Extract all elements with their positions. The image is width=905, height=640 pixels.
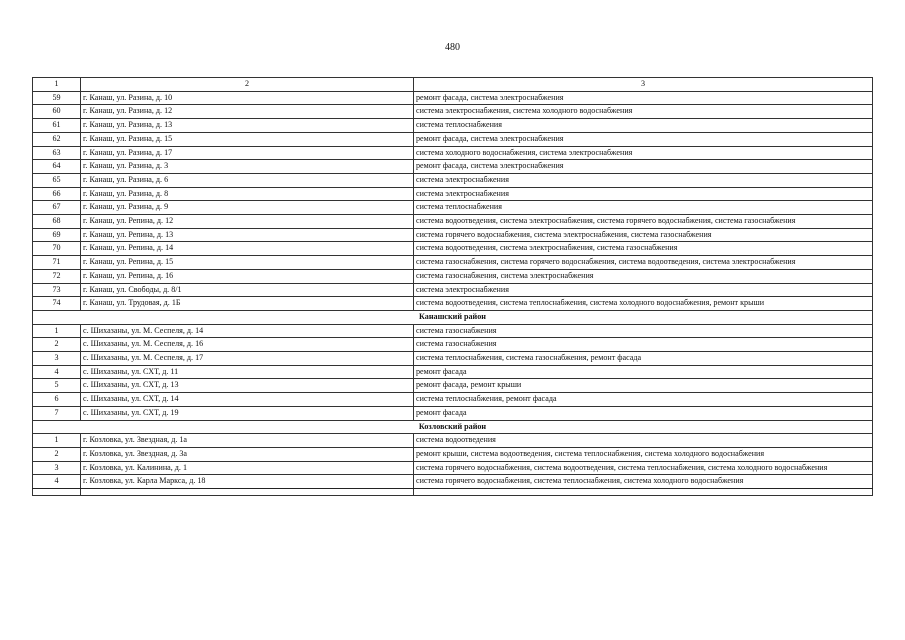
table-row xyxy=(33,119,873,133)
section-title: Канашский район xyxy=(33,310,873,324)
row-work-cell: система водоотведения, система электроснабжения, система горячего водоснабжения, система газоснабжения xyxy=(414,215,873,229)
row-address-cell: г. Козловка, ул. Звездная, д. 1а xyxy=(81,434,414,448)
row-work-cell: система горячего водоснабжения, система электроснабжения, система газоснабжения xyxy=(414,228,873,242)
row-address-cell: с. Шихазаны, ул. СХТ, д. 11 xyxy=(81,365,414,379)
row-work-cell: ремонт фасада, ремонт крыши xyxy=(414,379,873,393)
table-row xyxy=(33,146,873,160)
table-row xyxy=(33,201,873,215)
table-row xyxy=(33,393,873,407)
row-address-cell: г. Канаш, ул. Разина, д. 8 xyxy=(81,187,414,201)
row-address-cell: с. Шихазаны, ул. М. Сеспеля, д. 16 xyxy=(81,338,414,352)
table-row xyxy=(33,105,873,119)
row-address-cell: г. Канаш, ул. Разина, д. 3 xyxy=(81,160,414,174)
table-row xyxy=(33,256,873,270)
table-row xyxy=(33,447,873,461)
row-work-cell: система горячего водоснабжения, система теплоснабжения, система холодного водоснабжения xyxy=(414,475,873,489)
row-work-cell: ремонт фасада, система электроснабжения xyxy=(414,91,873,105)
row-work-cell: система газоснабжения xyxy=(414,324,873,338)
section-header-row xyxy=(33,420,873,434)
table-row xyxy=(33,434,873,448)
row-number-cell: 62 xyxy=(33,132,81,146)
empty-cell xyxy=(81,489,414,496)
row-number-cell: 2 xyxy=(33,447,81,461)
row-work-cell: система теплоснабжения xyxy=(414,119,873,133)
row-number-cell: 2 xyxy=(33,338,81,352)
table-row xyxy=(33,324,873,338)
row-number-cell: 63 xyxy=(33,146,81,160)
row-work-cell: система водоотведения, система электроснабжения, система газоснабжения xyxy=(414,242,873,256)
empty-cell xyxy=(414,489,873,496)
row-address-cell: г. Канаш, ул. Разина, д. 15 xyxy=(81,132,414,146)
table-row xyxy=(33,406,873,420)
row-number-cell: 73 xyxy=(33,283,81,297)
row-work-cell: система водоотведения xyxy=(414,434,873,448)
table-body xyxy=(33,91,873,495)
row-number-cell: 3 xyxy=(33,352,81,366)
row-address-cell: г. Канаш, ул. Разина, д. 17 xyxy=(81,146,414,160)
row-address-cell: с. Шихазаны, ул. М. Сеспеля, д. 14 xyxy=(81,324,414,338)
row-work-cell: ремонт фасада xyxy=(414,365,873,379)
row-number-cell: 66 xyxy=(33,187,81,201)
row-work-cell: ремонт крыши, система водоотведения, система теплоснабжения, система холодного водоснабжения xyxy=(414,447,873,461)
table-row xyxy=(33,379,873,393)
row-address-cell: с. Шихазаны, ул. СХТ, д. 14 xyxy=(81,393,414,407)
row-work-cell: ремонт фасада xyxy=(414,406,873,420)
row-work-cell: система газоснабжения, система электроснабжения xyxy=(414,269,873,283)
row-work-cell: система теплоснабжения, ремонт фасада xyxy=(414,393,873,407)
row-number-cell: 4 xyxy=(33,475,81,489)
row-address-cell: г. Канаш, ул. Разина, д. 13 xyxy=(81,119,414,133)
row-number-cell: 5 xyxy=(33,379,81,393)
section-header-row xyxy=(33,310,873,324)
row-address-cell: г. Канаш, ул. Свободы, д. 8/1 xyxy=(81,283,414,297)
row-work-cell: система электроснабжения xyxy=(414,173,873,187)
row-address-cell: с. Шихазаны, ул. М. Сеспеля, д. 17 xyxy=(81,352,414,366)
row-number-cell: 69 xyxy=(33,228,81,242)
table-row xyxy=(33,242,873,256)
row-work-cell: система электроснабжения xyxy=(414,283,873,297)
row-work-cell: система газоснабжения xyxy=(414,338,873,352)
page-number: 480 xyxy=(445,42,460,53)
row-work-cell: система теплоснабжения xyxy=(414,201,873,215)
table-row xyxy=(33,297,873,311)
table-row xyxy=(33,173,873,187)
row-number-cell: 67 xyxy=(33,201,81,215)
row-address-cell: г. Козловка, ул. Звездная, д. 3а xyxy=(81,447,414,461)
row-number-cell: 65 xyxy=(33,173,81,187)
row-address-cell: г. Канаш, ул. Репина, д. 13 xyxy=(81,228,414,242)
table-header-row xyxy=(33,78,873,92)
row-address-cell: г. Канаш, ул. Репина, д. 15 xyxy=(81,256,414,270)
row-number-cell: 71 xyxy=(33,256,81,270)
row-address-cell: г. Канаш, ул. Разина, д. 6 xyxy=(81,173,414,187)
table-row xyxy=(33,475,873,489)
row-address-cell: г. Канаш, ул. Разина, д. 10 xyxy=(81,91,414,105)
row-address-cell: с. Шихазаны, ул. СХТ, д. 19 xyxy=(81,406,414,420)
row-number-cell: 6 xyxy=(33,393,81,407)
table-row xyxy=(33,160,873,174)
row-address-cell: г. Канаш, ул. Репина, д. 12 xyxy=(81,215,414,229)
row-address-cell: г. Канаш, ул. Репина, д. 16 xyxy=(81,269,414,283)
table-row xyxy=(33,132,873,146)
row-number-cell: 61 xyxy=(33,119,81,133)
works-table xyxy=(32,77,873,496)
row-work-cell: система электроснабжения xyxy=(414,187,873,201)
row-address-cell: с. Шихазаны, ул. СХТ, д. 13 xyxy=(81,379,414,393)
row-number-cell: 3 xyxy=(33,461,81,475)
row-work-cell: система водоотведения, система теплоснабжения, система холодного водоснабжения, ремонт крыши xyxy=(414,297,873,311)
section-title: Козловский район xyxy=(33,420,873,434)
table-row xyxy=(33,365,873,379)
row-work-cell: система горячего водоснабжения, система водоотведения, система теплоснабжения, система холодного водоснабжения xyxy=(414,461,873,475)
row-address-cell: г. Канаш, ул. Трудовая, д. 1Б xyxy=(81,297,414,311)
row-number-cell: 70 xyxy=(33,242,81,256)
table-row xyxy=(33,461,873,475)
row-number-cell: 59 xyxy=(33,91,81,105)
row-number-cell: 68 xyxy=(33,215,81,229)
row-work-cell: ремонт фасада, система электроснабжения xyxy=(414,132,873,146)
row-number-cell: 72 xyxy=(33,269,81,283)
table-row xyxy=(33,91,873,105)
row-number-cell: 1 xyxy=(33,434,81,448)
row-address-cell: г. Канаш, ул. Разина, д. 12 xyxy=(81,105,414,119)
table-row xyxy=(33,215,873,229)
row-work-cell: система теплоснабжения, система газоснабжения, ремонт фасада xyxy=(414,352,873,366)
column-header-work: 3 xyxy=(414,78,873,92)
row-address-cell: г. Канаш, ул. Репина, д. 14 xyxy=(81,242,414,256)
row-number-cell: 74 xyxy=(33,297,81,311)
row-work-cell: система электроснабжения, система холодного водоснабжения xyxy=(414,105,873,119)
table-row xyxy=(33,228,873,242)
row-address-cell: г. Козловка, ул. Карла Маркса, д. 18 xyxy=(81,475,414,489)
table-bottom-gap xyxy=(33,489,873,496)
column-header-address: 2 xyxy=(81,78,414,92)
row-number-cell: 64 xyxy=(33,160,81,174)
row-number-cell: 4 xyxy=(33,365,81,379)
row-work-cell: система холодного водоснабжения, система электроснабжения xyxy=(414,146,873,160)
row-number-cell: 60 xyxy=(33,105,81,119)
table-row xyxy=(33,283,873,297)
row-number-cell: 1 xyxy=(33,324,81,338)
table-row xyxy=(33,352,873,366)
row-work-cell: ремонт фасада, система электроснабжения xyxy=(414,160,873,174)
table-row xyxy=(33,338,873,352)
row-number-cell: 7 xyxy=(33,406,81,420)
column-header-number: 1 xyxy=(33,78,81,92)
row-address-cell: г. Канаш, ул. Разина, д. 9 xyxy=(81,201,414,215)
table-row xyxy=(33,187,873,201)
row-address-cell: г. Козловка, ул. Калинина, д. 1 xyxy=(81,461,414,475)
row-work-cell: система газоснабжения, система горячего водоснабжения, система водоотведения, система электроснабжения xyxy=(414,256,873,270)
table-row xyxy=(33,269,873,283)
empty-cell xyxy=(33,489,81,496)
